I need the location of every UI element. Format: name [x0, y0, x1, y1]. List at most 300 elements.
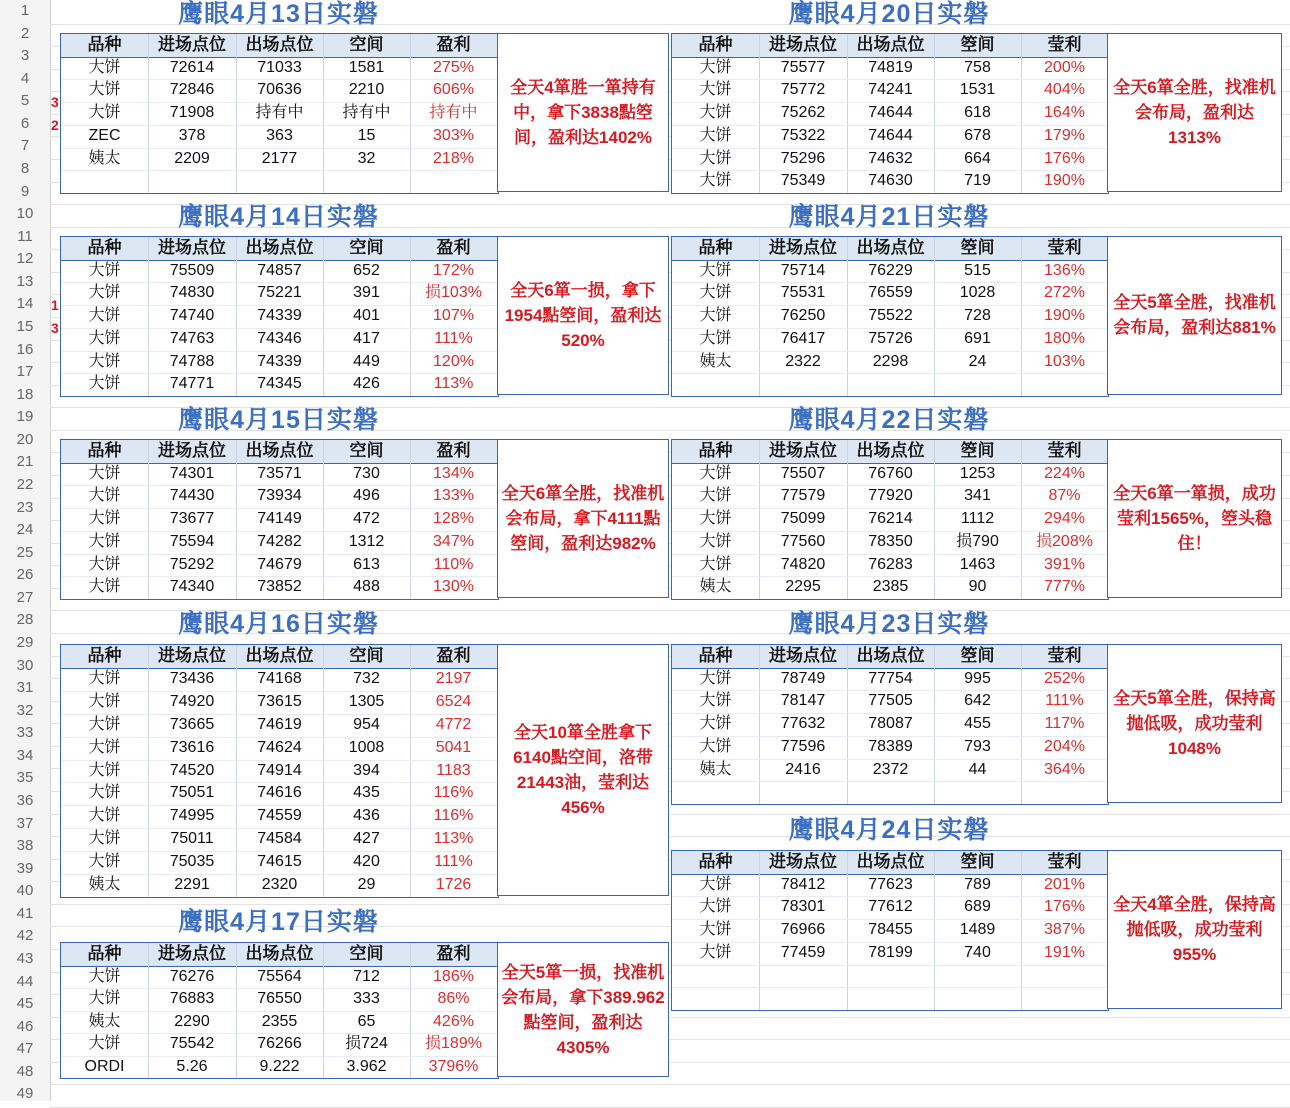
table-cell[interactable]: 436 — [353, 807, 380, 825]
table-cell[interactable]: ORDI — [84, 1057, 125, 1075]
row-number[interactable]: 37 — [16, 814, 34, 832]
table-cell[interactable]: 2291 — [174, 876, 210, 893]
table-cell[interactable]: 大饼 — [699, 692, 732, 710]
profit-cell[interactable]: 294% — [1044, 510, 1085, 528]
table-cell[interactable]: 75292 — [169, 555, 215, 573]
table-cell[interactable]: 大饼 — [699, 58, 732, 76]
row-number[interactable]: 8 — [20, 159, 30, 177]
table-cell[interactable]: 74301 — [169, 464, 215, 482]
profit-cell[interactable]: 116% — [433, 807, 474, 825]
table-cell[interactable]: 74624 — [257, 738, 302, 756]
table-cell[interactable]: 90 — [968, 578, 987, 596]
table-cell[interactable]: 78350 — [868, 532, 913, 550]
profit-cell[interactable]: 186% — [433, 967, 474, 985]
column-header[interactable]: 进场点位 — [158, 441, 226, 460]
table-cell[interactable]: 712 — [353, 967, 380, 985]
row-number[interactable]: 43 — [16, 949, 34, 967]
table-cell[interactable]: 995 — [964, 669, 991, 687]
profit-cell[interactable]: 4772 — [435, 715, 472, 733]
profit-cell[interactable]: 200% — [1044, 58, 1085, 76]
column-header[interactable]: 进场点位 — [158, 238, 226, 257]
row-number[interactable]: 15 — [16, 317, 34, 335]
profit-cell[interactable]: 损103% — [425, 284, 482, 302]
table-cell[interactable]: 75035 — [169, 853, 215, 871]
row-number[interactable]: 3 — [20, 47, 30, 65]
table-cell[interactable]: 70636 — [257, 81, 302, 99]
profit-cell[interactable]: 404% — [1044, 81, 1085, 99]
column-header[interactable]: 箜间 — [960, 852, 995, 871]
profit-cell[interactable]: 204% — [1044, 737, 1085, 755]
column-header[interactable]: 品种 — [87, 944, 122, 963]
row-number[interactable]: 4 — [20, 69, 30, 87]
column-header[interactable]: 箜间 — [960, 441, 995, 460]
column-header[interactable]: 品种 — [87, 646, 122, 665]
column-header[interactable]: 品种 — [698, 646, 733, 665]
table-cell[interactable]: ZEC — [88, 126, 121, 144]
table-cell[interactable]: 姨太 — [699, 760, 732, 778]
row-number[interactable]: 7 — [20, 137, 30, 155]
table-cell[interactable]: 大饼 — [88, 692, 121, 710]
column-header[interactable]: 出场点位 — [856, 646, 925, 665]
table-cell[interactable]: 1028 — [959, 284, 996, 302]
table-cell[interactable]: 2355 — [261, 1012, 298, 1030]
table-cell[interactable]: 大饼 — [88, 990, 121, 1007]
table-cell[interactable]: 74584 — [257, 830, 302, 848]
table-cell[interactable]: 74644 — [868, 126, 913, 144]
table-cell[interactable]: 大饼 — [699, 149, 732, 167]
table-cell[interactable]: 74644 — [868, 104, 913, 122]
table-cell[interactable]: 65 — [357, 1012, 376, 1030]
table-cell[interactable]: 74149 — [257, 510, 302, 528]
table-cell[interactable]: 75011 — [170, 830, 214, 848]
table-cell[interactable]: 2210 — [348, 81, 385, 99]
column-header[interactable]: 品种 — [698, 238, 733, 257]
table-cell[interactable]: 77505 — [868, 692, 913, 710]
table-cell[interactable]: 持有中 — [342, 104, 391, 122]
row-number[interactable]: 1 — [20, 2, 30, 19]
table-cell[interactable]: 76283 — [868, 555, 913, 573]
table-cell[interactable]: 73677 — [169, 510, 215, 528]
table-cell[interactable]: 77612 — [868, 898, 913, 916]
table-cell[interactable]: 大饼 — [699, 715, 732, 733]
table-cell[interactable]: 758 — [964, 58, 991, 76]
table-cell[interactable]: 大饼 — [88, 738, 121, 756]
table-cell[interactable]: 74679 — [257, 555, 302, 573]
table-cell[interactable]: 74340 — [169, 578, 215, 596]
row-number[interactable]: 12 — [16, 250, 34, 268]
row-number[interactable]: 19 — [16, 408, 34, 426]
column-header[interactable]: 莹利 — [1047, 646, 1082, 665]
table-cell[interactable]: 732 — [353, 669, 380, 687]
profit-cell[interactable]: 179% — [1044, 126, 1085, 144]
table-cell[interactable]: 大饼 — [88, 830, 121, 848]
row-number[interactable]: 41 — [16, 904, 34, 922]
profit-cell[interactable]: 136% — [1044, 261, 1085, 279]
table-cell[interactable]: 664 — [964, 149, 991, 167]
profit-cell[interactable]: 201% — [1044, 875, 1085, 893]
profit-cell[interactable]: 303% — [433, 126, 474, 144]
row-number[interactable]: 16 — [16, 340, 34, 358]
profit-cell[interactable]: 120% — [433, 352, 474, 370]
table-cell[interactable]: 730 — [353, 464, 380, 482]
table-cell[interactable]: 大饼 — [88, 307, 121, 325]
table-cell[interactable]: 大饼 — [699, 329, 732, 347]
row-number[interactable]: 38 — [16, 837, 34, 855]
table-cell[interactable]: 74763 — [169, 329, 215, 347]
row-number[interactable]: 13 — [16, 272, 34, 290]
table-cell[interactable]: 大饼 — [699, 104, 732, 122]
profit-cell[interactable]: 164% — [1044, 104, 1085, 122]
table-cell[interactable]: 78749 — [780, 669, 826, 687]
column-header[interactable]: 进场点位 — [158, 35, 226, 54]
table-cell[interactable]: 大饼 — [88, 487, 121, 505]
table-cell[interactable]: 642 — [964, 692, 991, 710]
row-number[interactable]: 18 — [16, 385, 34, 403]
column-header[interactable]: 出场点位 — [245, 646, 314, 665]
table-cell[interactable]: 427 — [353, 830, 380, 848]
table-cell[interactable]: 大饼 — [699, 172, 732, 190]
column-header[interactable]: 莹利 — [1047, 441, 1082, 460]
column-header[interactable]: 品种 — [87, 238, 122, 257]
row-number[interactable]: 20 — [16, 430, 34, 448]
table-cell[interactable]: 73852 — [257, 578, 302, 596]
table-cell[interactable]: 71908 — [169, 104, 215, 122]
column-header[interactable]: 进场点位 — [158, 646, 226, 665]
profit-cell[interactable]: 391% — [1044, 555, 1085, 573]
row-number[interactable]: 48 — [16, 1062, 34, 1080]
table-cell[interactable]: 74857 — [257, 261, 302, 279]
table-cell[interactable]: 76760 — [868, 464, 913, 482]
table-cell[interactable]: 472 — [353, 510, 380, 528]
table-cell[interactable]: 74632 — [868, 149, 913, 167]
table-cell[interactable]: 2177 — [261, 149, 298, 167]
table-cell[interactable]: 32 — [357, 149, 376, 167]
table-cell[interactable]: 大饼 — [88, 578, 121, 596]
table-cell[interactable]: 73571 — [257, 464, 302, 482]
profit-cell[interactable]: 5041 — [435, 738, 472, 756]
column-header[interactable]: 品种 — [698, 441, 733, 460]
table-cell[interactable]: 1008 — [348, 738, 385, 756]
table-cell[interactable]: 大饼 — [88, 532, 121, 550]
table-cell[interactable]: 740 — [964, 943, 991, 961]
row-number[interactable]: 49 — [16, 1085, 34, 1103]
table-cell[interactable]: 78412 — [780, 875, 826, 893]
profit-cell[interactable]: 87% — [1048, 487, 1081, 505]
row-number[interactable]: 10 — [16, 205, 34, 223]
profit-cell[interactable]: 损189% — [425, 1035, 482, 1052]
table-cell[interactable]: 515 — [964, 261, 991, 279]
table-cell[interactable]: 73934 — [257, 487, 302, 505]
table-cell[interactable]: 394 — [353, 761, 380, 779]
column-header[interactable]: 出场点位 — [856, 35, 925, 54]
table-cell[interactable]: 姨太 — [699, 578, 732, 596]
table-cell[interactable]: 363 — [266, 126, 293, 144]
table-cell[interactable]: 77560 — [780, 532, 826, 550]
table-cell[interactable]: 损790 — [956, 532, 999, 550]
table-cell[interactable]: 74914 — [257, 761, 302, 779]
table-cell[interactable]: 大饼 — [88, 967, 121, 985]
column-header[interactable]: 出场点位 — [245, 944, 314, 963]
table-cell[interactable]: 2385 — [872, 578, 909, 596]
table-cell[interactable]: 78301 — [780, 898, 826, 916]
table-cell[interactable]: 689 — [964, 898, 991, 916]
table-cell[interactable]: 74619 — [257, 715, 302, 733]
table-cell[interactable]: 大饼 — [699, 669, 732, 687]
table-cell[interactable]: 378 — [178, 126, 206, 144]
column-header[interactable]: 莹利 — [1047, 238, 1082, 257]
table-cell[interactable]: 618 — [964, 104, 991, 122]
table-cell[interactable]: 大饼 — [88, 853, 121, 871]
table-cell[interactable]: 75714 — [780, 261, 826, 279]
column-header[interactable]: 箜间 — [960, 646, 995, 665]
row-number[interactable]: 46 — [16, 1017, 34, 1035]
column-header[interactable]: 品种 — [698, 35, 733, 54]
table-cell[interactable]: 75221 — [257, 284, 302, 302]
table-cell[interactable]: 1463 — [959, 555, 996, 573]
table-cell[interactable]: 75099 — [780, 510, 826, 528]
table-cell[interactable]: 大饼 — [699, 261, 732, 279]
row-number[interactable]: 24 — [16, 521, 34, 539]
table-cell[interactable]: 持有中 — [255, 104, 304, 122]
table-cell[interactable]: 大饼 — [88, 669, 121, 687]
row-number[interactable]: 14 — [16, 295, 34, 313]
profit-cell[interactable]: 103% — [1044, 352, 1085, 370]
profit-cell[interactable]: 190% — [1044, 307, 1085, 325]
profit-cell[interactable]: 172% — [433, 261, 474, 279]
column-header[interactable]: 空间 — [349, 238, 384, 257]
table-cell[interactable]: 74346 — [257, 329, 302, 347]
table-cell[interactable]: 姨太 — [88, 149, 121, 167]
profit-cell[interactable]: 113% — [433, 375, 474, 393]
row-number[interactable]: 30 — [16, 656, 34, 674]
row-number[interactable]: 5 — [20, 92, 30, 110]
profit-cell[interactable]: 190% — [1044, 172, 1085, 190]
table-cell[interactable]: 1531 — [959, 81, 996, 99]
column-header[interactable]: 空间 — [349, 35, 384, 54]
table-cell[interactable]: 75726 — [868, 329, 913, 347]
table-cell[interactable]: 75542 — [169, 1035, 215, 1052]
table-cell[interactable]: 78199 — [868, 943, 913, 961]
profit-cell[interactable]: 180% — [1044, 329, 1085, 347]
table-cell[interactable]: 29 — [357, 876, 376, 893]
table-cell[interactable]: 426 — [353, 375, 380, 393]
table-cell[interactable]: 78389 — [868, 737, 913, 755]
profit-cell[interactable]: 218% — [433, 149, 474, 167]
table-cell[interactable]: 74282 — [257, 532, 302, 550]
table-cell[interactable]: 417 — [353, 329, 380, 347]
table-cell[interactable]: 大饼 — [699, 307, 732, 325]
table-cell[interactable]: 76883 — [169, 990, 215, 1007]
row-number[interactable]: 9 — [20, 182, 30, 200]
table-cell[interactable]: 75594 — [169, 532, 215, 550]
table-cell[interactable]: 74995 — [169, 807, 215, 825]
table-cell[interactable]: 420 — [353, 853, 380, 871]
profit-cell[interactable]: 364% — [1044, 760, 1085, 778]
row-number[interactable]: 2 — [20, 24, 30, 42]
table-cell[interactable]: 74339 — [257, 307, 302, 325]
table-cell[interactable]: 74740 — [169, 307, 215, 325]
row-number[interactable]: 11 — [17, 227, 33, 245]
column-header[interactable]: 进场点位 — [769, 852, 837, 871]
profit-cell[interactable]: 1726 — [435, 876, 472, 893]
table-cell[interactable]: 719 — [964, 172, 991, 190]
table-cell[interactable]: 1305 — [348, 692, 385, 710]
profit-cell[interactable]: 111% — [434, 329, 473, 347]
table-cell[interactable]: 大饼 — [88, 510, 121, 528]
table-cell[interactable]: 2416 — [785, 760, 821, 778]
column-header[interactable]: 空间 — [349, 944, 384, 963]
table-cell[interactable]: 74830 — [169, 284, 215, 302]
column-header[interactable]: 出场点位 — [245, 441, 314, 460]
profit-cell[interactable]: 130% — [433, 578, 474, 596]
column-header[interactable]: 箜间 — [960, 238, 995, 257]
column-header[interactable]: 进场点位 — [769, 35, 837, 54]
profit-cell[interactable]: 110% — [433, 555, 474, 573]
column-header[interactable]: 出场点位 — [245, 238, 314, 257]
table-cell[interactable]: 9.222 — [259, 1057, 300, 1075]
column-header[interactable]: 箜间 — [960, 35, 995, 54]
column-header[interactable]: 盈利 — [436, 238, 471, 257]
table-cell[interactable]: 71033 — [257, 58, 302, 76]
table-cell[interactable]: 大饼 — [699, 943, 732, 961]
table-cell[interactable]: 大饼 — [88, 784, 121, 802]
table-cell[interactable]: 75507 — [780, 464, 826, 482]
row-number[interactable]: 45 — [16, 995, 34, 1013]
profit-cell[interactable]: 224% — [1044, 464, 1085, 482]
table-cell[interactable]: 435 — [353, 784, 380, 802]
table-cell[interactable]: 大饼 — [699, 464, 732, 482]
table-cell[interactable]: 74771 — [169, 375, 215, 393]
profit-cell[interactable]: 252% — [1044, 669, 1085, 687]
table-cell[interactable]: 大饼 — [88, 352, 121, 370]
table-cell[interactable]: 691 — [964, 329, 991, 347]
table-cell[interactable]: 793 — [964, 737, 991, 755]
table-cell[interactable]: 大饼 — [88, 464, 121, 482]
table-cell[interactable]: 1581 — [348, 58, 385, 76]
table-cell[interactable]: 75262 — [780, 104, 826, 122]
profit-cell[interactable]: 持有中 — [429, 104, 478, 122]
row-number[interactable]: 32 — [16, 701, 34, 719]
row-number[interactable]: 26 — [16, 566, 34, 584]
table-cell[interactable]: 76559 — [868, 284, 913, 302]
table-cell[interactable]: 76276 — [169, 967, 215, 985]
table-cell[interactable]: 78455 — [868, 921, 913, 939]
table-cell[interactable]: 76417 — [780, 329, 826, 347]
table-cell[interactable]: 74920 — [169, 692, 215, 710]
table-cell[interactable]: 74615 — [257, 853, 302, 871]
profit-cell[interactable]: 111% — [434, 853, 473, 871]
table-cell[interactable]: 5.26 — [176, 1057, 208, 1075]
column-header[interactable]: 进场点位 — [769, 441, 837, 460]
table-cell[interactable]: 75296 — [780, 149, 826, 167]
row-number[interactable]: 28 — [16, 611, 34, 629]
profit-cell[interactable]: 133% — [433, 487, 474, 505]
table-cell[interactable]: 姨太 — [88, 1012, 121, 1030]
table-cell[interactable]: 78147 — [780, 692, 826, 710]
table-cell[interactable]: 77920 — [868, 487, 913, 505]
table-cell[interactable]: 73436 — [169, 669, 215, 687]
profit-cell[interactable]: 134% — [433, 464, 474, 482]
table-cell[interactable]: 15 — [357, 126, 376, 144]
table-cell[interactable]: 大饼 — [88, 807, 121, 825]
table-cell[interactable]: 1253 — [959, 464, 996, 482]
column-header[interactable]: 空间 — [349, 646, 384, 665]
table-cell[interactable]: 74430 — [169, 487, 215, 505]
column-header[interactable]: 盈利 — [436, 646, 471, 665]
table-cell[interactable]: 大饼 — [699, 921, 732, 939]
table-cell[interactable]: 大饼 — [88, 104, 121, 122]
table-cell[interactable]: 大饼 — [88, 715, 121, 733]
column-header[interactable]: 盈利 — [436, 441, 471, 460]
table-cell[interactable]: 大饼 — [88, 58, 121, 76]
profit-cell[interactable]: 损208% — [1036, 532, 1093, 550]
table-cell[interactable]: 75564 — [257, 967, 302, 985]
profit-cell[interactable]: 117% — [1044, 715, 1085, 733]
table-cell[interactable]: 2295 — [785, 578, 821, 596]
profit-cell[interactable]: 113% — [433, 830, 474, 848]
table-cell[interactable]: 大饼 — [88, 555, 121, 573]
table-cell[interactable]: 341 — [964, 487, 991, 505]
table-cell[interactable]: 74559 — [257, 807, 302, 825]
table-cell[interactable]: 大饼 — [699, 898, 732, 916]
table-cell[interactable]: 73615 — [257, 692, 302, 710]
table-cell[interactable]: 2320 — [261, 876, 298, 893]
profit-cell[interactable]: 2197 — [435, 669, 472, 687]
profit-cell[interactable]: 272% — [1044, 284, 1085, 302]
table-cell[interactable]: 74339 — [257, 352, 302, 370]
profit-cell[interactable]: 176% — [1044, 149, 1085, 167]
row-number[interactable]: 40 — [16, 882, 34, 900]
table-cell[interactable]: 74520 — [169, 761, 215, 779]
table-cell[interactable]: 678 — [964, 126, 991, 144]
table-cell[interactable]: 391 — [353, 284, 380, 302]
column-header[interactable]: 出场点位 — [856, 441, 925, 460]
table-cell[interactable]: 73616 — [169, 738, 215, 756]
row-number[interactable]: 39 — [16, 859, 34, 877]
profit-cell[interactable]: 606% — [433, 81, 474, 99]
table-cell[interactable]: 72846 — [169, 81, 215, 99]
table-cell[interactable]: 401 — [353, 307, 380, 325]
row-number[interactable]: 21 — [16, 453, 34, 471]
table-cell[interactable]: 损724 — [345, 1035, 388, 1052]
profit-cell[interactable]: 275% — [433, 58, 474, 76]
table-cell[interactable]: 3.962 — [346, 1057, 387, 1075]
row-number[interactable]: 34 — [16, 746, 34, 764]
row-number[interactable]: 17 — [16, 363, 34, 381]
table-cell[interactable]: 2322 — [785, 352, 821, 370]
column-header[interactable]: 品种 — [87, 441, 122, 460]
row-number[interactable]: 44 — [16, 972, 34, 990]
table-cell[interactable]: 73665 — [169, 715, 215, 733]
table-cell[interactable]: 652 — [353, 261, 380, 279]
table-cell[interactable]: 496 — [353, 487, 380, 505]
table-cell[interactable]: 2298 — [872, 352, 909, 370]
table-cell[interactable]: 大饼 — [699, 737, 732, 755]
table-cell[interactable]: 大饼 — [88, 261, 121, 279]
table-cell[interactable]: 76214 — [868, 510, 913, 528]
table-cell[interactable]: 24 — [968, 352, 987, 370]
profit-cell[interactable]: 1183 — [436, 761, 471, 779]
table-cell[interactable]: 1489 — [959, 921, 996, 939]
table-cell[interactable]: 大饼 — [699, 555, 732, 573]
column-header[interactable]: 莹利 — [1047, 852, 1082, 871]
column-header[interactable]: 空间 — [349, 441, 384, 460]
column-header[interactable]: 出场点位 — [856, 238, 925, 257]
column-header[interactable]: 出场点位 — [856, 852, 925, 871]
table-cell[interactable]: 姨太 — [699, 352, 732, 370]
table-cell[interactable]: 488 — [353, 578, 380, 596]
profit-cell[interactable]: 426% — [433, 1012, 474, 1030]
